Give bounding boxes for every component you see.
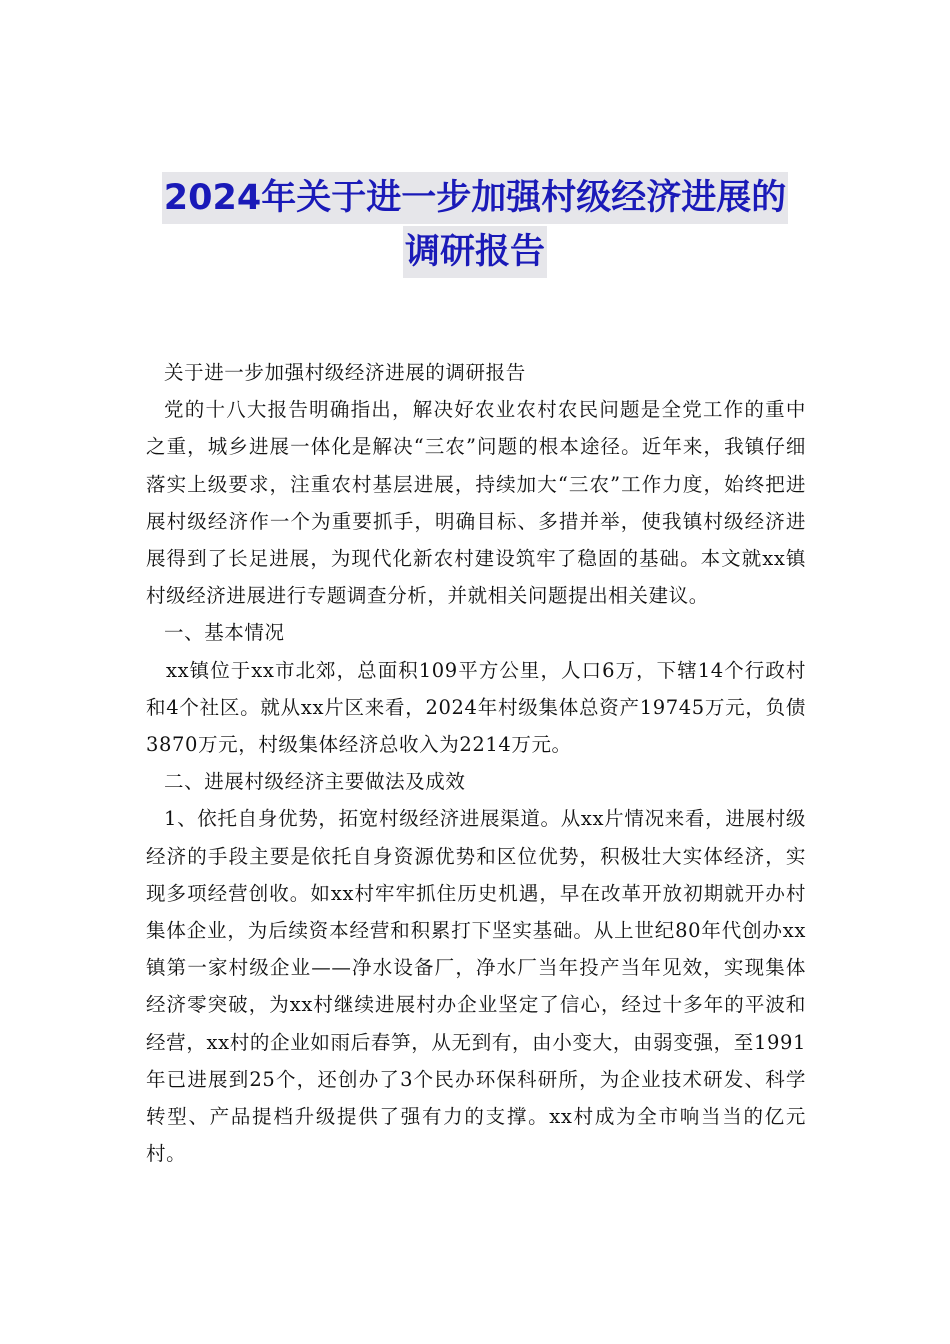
- title-line-1: 2024年关于进一步加强村级经济进展的: [162, 172, 788, 224]
- body-paragraph: 1、依托自身优势，拓宽村级经济进展渠道。从xx片情况来看，进展村级经济的手段主要是依托自身资源优势和区位优势，积极壮大实体经济，实现多项经营创收。如xx村牢牢抓住历史机遇，早在改革开放初期就开办村集体企业，为后续资本经营和积累打下坚实基础。从上世纪80年代创办xx镇第一家村级企业——净水设备厂，净水厂当年投产当年见效，实现集体经济零突破，为xx村继续进展村办企业坚定了信心，经过十多年的平波和经营，xx村的企业如雨后春笋，从无到有，由小变大，由弱变强，至1991年已进展到25个，还创办了3个民办环保科研所，为企业技术研发、科学转型、产品提档升级提供了强有力的支撑。xx村成为全市响当当的亿元村。: [146, 807, 806, 1166]
- section-heading: 二、进展村级经济主要做法及成效: [164, 770, 466, 794]
- subtitle-paragraph: 关于进一步加强村级经济进展的调研报告: [164, 361, 526, 384]
- document-body: [146, 354, 806, 1172]
- body-paragraph: xx镇位于xx市北郊，总面积109平方公里，人口6万，下辖14个行政村和4个社区。就从xx片区来看，2024年村级集体总资产19745万元，负债3870万元，村级集体经济总收入为2214万元。: [146, 658, 806, 757]
- body-paragraph: 党的十八大报告明确指出，解决好农业农村农民问题是全党工作的重中之重，城乡进展一体化是解决“三农”问题的根本途径。近年来，我镇仔细落实上级要求，注重农村基层进展，持续加大“三农”工作力度，始终把进展村级经济作一个为重要抓手，明确目标、多措并举，使我镇村级经济进展得到了长足进展，为现代化新农村建设筑牢了稳固的基础。本文就xx镇村级经济进展进行专题调查分析，并就相关问题提出相关建议。: [146, 398, 806, 608]
- section-heading: 一、基本情况: [164, 621, 285, 645]
- document-title: [0, 172, 950, 280]
- title-line-2: 调研报告: [403, 226, 547, 278]
